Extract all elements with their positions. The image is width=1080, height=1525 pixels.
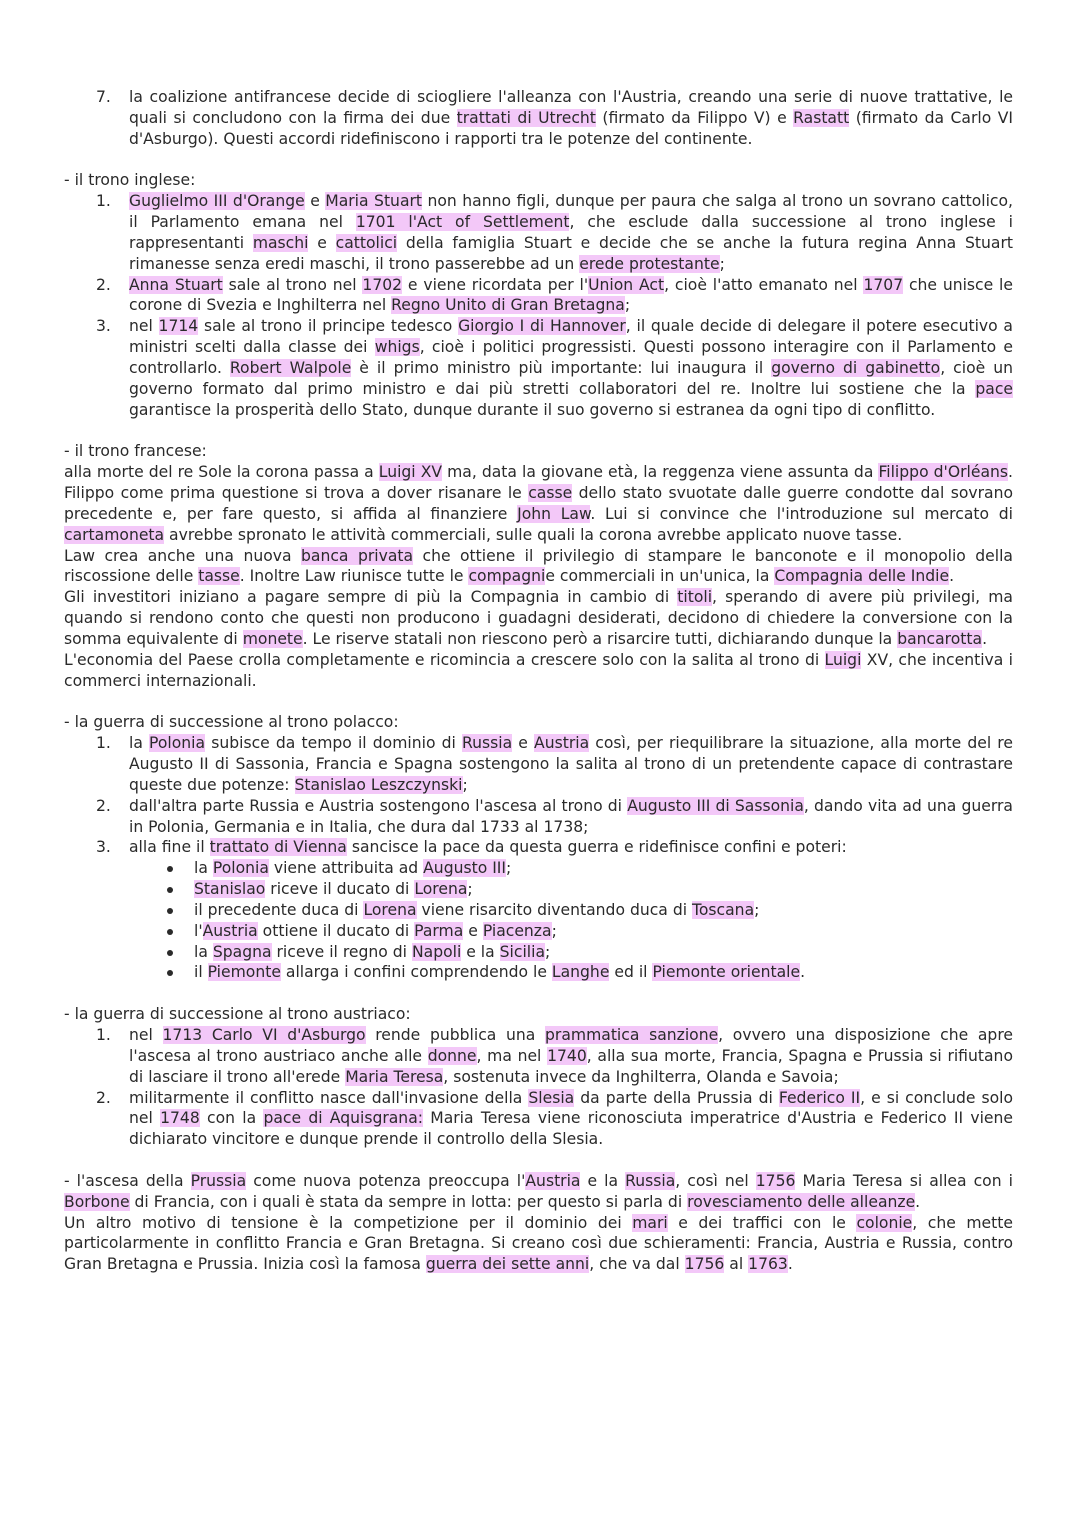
- text-run: , che va dal: [589, 1255, 685, 1274]
- text-run: Maria Teresa viene riconosciuta imperatrice d'Austria e Federico II viene dichiarato vincitore e dunque prende il controllo della Slesia.: [129, 1109, 1013, 1149]
- highlighted-term: guerra dei sette anni: [425, 1255, 590, 1274]
- text-run: Gli investitori iniziano a pagare sempre di più la Compagnia in cambio di: [64, 588, 678, 607]
- text-run: subisce da tempo il dominio di: [205, 734, 462, 753]
- text-run: Maria Teresa si allea con i: [795, 1171, 1013, 1190]
- numbered-list: [64, 733, 1013, 858]
- text-run: come nuova potenza preoccupa l': [246, 1171, 526, 1190]
- text-run: e commerciali in un'unica, la: [545, 567, 775, 586]
- highlighted-term: titoli: [677, 588, 713, 607]
- document-page: [64, 87, 1013, 1275]
- text-run: della famiglia Stuart e decide che se anche la futura regina Anna Stuart rimanesse senza eredi maschi, il trono passerebbe ad un: [129, 233, 1013, 273]
- numbered-item: [64, 1088, 1013, 1151]
- bullet-item: [64, 879, 1013, 900]
- text-run: e la: [580, 1171, 626, 1190]
- highlighted-term: rovesciamento delle alleanze: [687, 1192, 916, 1211]
- highlighted-term: pace: [975, 379, 1013, 398]
- highlighted-term: Parma: [414, 921, 464, 940]
- highlighted-term: Polonia: [149, 734, 206, 753]
- highlighted-term: Prussia: [190, 1171, 247, 1190]
- text-run: la coalizione antifrancese decide di sciogliere l'alleanza con l'Austria, creando una serie di nuove trattative, le quali si concludono con la firma dei due: [129, 88, 1013, 127]
- text-run: militarmente il conflitto nasce dall'invasione della: [129, 1088, 529, 1107]
- item-number: 2.: [96, 1088, 111, 1107]
- paragraph: [64, 546, 1013, 588]
- highlighted-term: erede protestante: [579, 254, 720, 273]
- highlighted-term: monete: [242, 629, 303, 648]
- bullet-item: [64, 962, 1013, 983]
- item-number: 1.: [96, 734, 111, 753]
- highlighted-term: Rastatt: [793, 108, 850, 127]
- text-run: nel: [129, 317, 159, 336]
- section-gap: [64, 1150, 1013, 1171]
- highlighted-term: 1748: [160, 1109, 200, 1128]
- numbered-item: [64, 1025, 1013, 1088]
- highlighted-term: Sicilia: [499, 942, 546, 961]
- section-title: - il trono francese:: [64, 442, 207, 461]
- text-run: e: [512, 734, 535, 753]
- section-gap: [64, 150, 1013, 171]
- text-run: ottiene il ducato di: [257, 921, 415, 940]
- text-run: ;: [719, 254, 725, 273]
- text-run: ;: [545, 942, 551, 961]
- text-run: , ma nel: [476, 1046, 548, 1065]
- item-number: 1.: [96, 1025, 111, 1044]
- paragraph: [64, 462, 1013, 545]
- item-number: 3.: [96, 838, 111, 857]
- highlighted-term: Anna Stuart: [129, 275, 223, 294]
- highlighted-term: Regno Unito di Gran Bretagna: [391, 296, 625, 315]
- text-run: che unisce le corone di Svezia e Inghilterra nel: [129, 275, 1013, 315]
- highlighted-term: Napoli: [411, 942, 462, 961]
- section: [64, 1171, 1013, 1275]
- text-run: , e si conclude solo nel: [129, 1088, 1014, 1128]
- bullet-list: [64, 858, 1013, 983]
- highlighted-term: Maria Stuart: [325, 192, 423, 211]
- text-run: da parte della Prussia di: [574, 1088, 779, 1107]
- highlighted-term: Toscana: [692, 900, 755, 919]
- highlighted-term: 1707: [863, 275, 904, 294]
- highlighted-term: Augusto III: [423, 859, 507, 878]
- section-title: - il trono inglese:: [64, 171, 196, 190]
- highlighted-term: cattolici: [335, 233, 398, 252]
- continued-list: [64, 87, 1013, 150]
- text-run: ed il: [609, 963, 653, 982]
- highlighted-term: Stanislao: [194, 880, 266, 899]
- highlighted-term: Lorena: [363, 900, 417, 919]
- text-run: Un altro motivo di tensione è la competizione per il dominio dei: [64, 1213, 633, 1232]
- text-run: e: [463, 921, 483, 940]
- highlighted-term: 1756: [684, 1255, 725, 1274]
- highlighted-term: Russia: [625, 1171, 676, 1190]
- highlighted-term: prammatica sanzione: [545, 1025, 719, 1044]
- text-run: , che esclude dalla successione al trono inglese i rappresentanti: [129, 213, 1013, 252]
- text-run: ma, data la giovane età, la reggenza viene assunta da: [442, 463, 879, 482]
- numbered-item: [64, 796, 1013, 838]
- highlighted-term: 1740: [547, 1046, 587, 1065]
- paragraph: [64, 1213, 1013, 1276]
- item-number: 2.: [96, 275, 111, 294]
- text-run: Law crea anche una nuova: [64, 546, 302, 565]
- text-run: ;: [551, 921, 557, 940]
- highlighted-term: tasse: [198, 567, 240, 586]
- text-run: riceve il regno di: [271, 942, 412, 961]
- highlighted-term: 1701 l'Act of Settlement: [355, 213, 570, 232]
- numbered-item: [64, 837, 1013, 858]
- text-run: dello stato svuotate dalle guerre condotte dal sovrano precedente e, per fare questo, si affida al finanziere: [64, 484, 1013, 523]
- section-gap: [64, 691, 1013, 712]
- highlighted-term: John Law: [517, 504, 591, 523]
- highlighted-term: banca privata: [301, 546, 414, 565]
- text-run: alla morte del re Sole la corona passa a: [64, 463, 379, 482]
- highlighted-term: Augusto III di Sassonia: [627, 796, 804, 815]
- text-run: il: [194, 963, 208, 982]
- text-run: e viene ricordata per l': [402, 275, 589, 294]
- text-run: (firmato da Carlo VI d'Asburgo). Questi accordi ridefiniscono i rapporti tra le potenze del continente.: [129, 108, 1013, 148]
- text-run: alla fine il: [129, 838, 210, 857]
- numbered-item: [64, 191, 1013, 274]
- text-run: e: [304, 192, 326, 211]
- section-title: - la guerra di successione al trono austriaco:: [64, 1005, 411, 1024]
- text-run: , ovvero una disposizione che apre l'ascesa al trono austriaco anche alle: [129, 1025, 1013, 1065]
- text-run: la: [129, 734, 150, 753]
- text-run: , il quale decide di delegare il potere esecutivo a ministri scelti dalla classe dei: [129, 317, 1013, 357]
- highlighted-term: Luigi: [824, 650, 862, 669]
- highlighted-term: Austria: [525, 1171, 581, 1190]
- section: [64, 712, 1013, 983]
- text-run: l': [194, 921, 203, 940]
- highlighted-term: Federico II: [778, 1088, 861, 1107]
- highlighted-term: Maria Teresa: [345, 1067, 444, 1086]
- text-run: ;: [462, 775, 468, 794]
- text-run: . Inoltre Law riunisce tutte le: [239, 567, 469, 586]
- highlighted-term: Borbone: [64, 1192, 130, 1211]
- text-run: sale al trono nel: [222, 275, 363, 294]
- text-run: è il primo ministro più importante: lui inaugura il: [351, 358, 772, 377]
- highlighted-term: 1763: [748, 1255, 788, 1274]
- text-run: con la: [199, 1109, 264, 1128]
- text-run: la: [194, 859, 213, 878]
- item-number: 7.: [96, 88, 111, 106]
- highlighted-term: governo di gabinetto: [771, 358, 941, 377]
- text-run: sancisce la pace da questa guerra e ridefinisce confini e poteri:: [346, 838, 847, 857]
- text-run: riceve il ducato di: [265, 880, 415, 899]
- bullet-item: [64, 921, 1013, 942]
- highlighted-term: Slesia: [528, 1088, 575, 1107]
- text-run: (firmato da Filippo V) e: [595, 108, 794, 127]
- section-gap: [64, 983, 1013, 1004]
- text-run: , cioè i politici progressisti. Questi possono interagire con il Parlamento e controllarlo.: [129, 338, 1013, 377]
- highlighted-term: Austria: [202, 921, 258, 940]
- text-run: L'economia del Paese crolla completamente e ricomincia a crescere solo con la salita al trono di: [64, 650, 825, 669]
- section-gap: [64, 421, 1013, 442]
- highlighted-term: Langhe: [551, 963, 610, 982]
- item-number: 3.: [96, 317, 111, 336]
- highlighted-term: Filippo d'Orléans: [878, 463, 1009, 482]
- text-run: non hanno figli, dunque per paura che salga al trono un sovrano cattolico, il Parlamento emana nel: [129, 192, 1013, 232]
- text-run: .: [982, 629, 988, 648]
- bullet-item: [64, 858, 1013, 879]
- section: [64, 1004, 1013, 1150]
- highlighted-term: whigs: [374, 338, 420, 357]
- text-run: garantisce la prosperità dello Stato, dunque durante il suo governo si estranea da ogni tipo di conflitto.: [129, 400, 936, 419]
- text-run: ;: [624, 296, 631, 315]
- highlighted-term: Spagna: [212, 942, 272, 961]
- highlighted-term: casse: [528, 484, 573, 503]
- text-run: .: [915, 1192, 921, 1211]
- highlighted-term: 1714: [158, 317, 199, 336]
- highlighted-term: Piemonte orientale: [652, 963, 801, 982]
- highlighted-term: compagni: [468, 567, 546, 586]
- text-run: . Lui si convince che l'introduzione sul mercato di: [590, 504, 1014, 523]
- text-run: , cioè l'atto emanato nel: [664, 275, 864, 294]
- text-run: ;: [467, 880, 473, 899]
- highlighted-term: maschi: [252, 233, 309, 252]
- text-run: che ottiene il privilegio di stampare le banconote e il monopolio della riscossione delle: [64, 546, 1013, 586]
- text-run: .: [949, 567, 955, 586]
- text-run: , dando vita ad una guerra in Polonia, Germania e in Italia, che dura dal 1733 al 1738;: [129, 796, 1013, 836]
- highlighted-term: Compagnia delle Indie: [774, 567, 950, 586]
- text-run: . Filippo come prima questione si trova a dover risanare le: [64, 463, 1013, 503]
- highlighted-term: 1713 Carlo VI d'Asburgo: [162, 1025, 366, 1044]
- text-run: viene attribuita ad: [268, 859, 424, 878]
- numbered-item: [64, 733, 1013, 796]
- highlighted-term: Lorena: [414, 880, 468, 899]
- highlighted-term: trattati di Utrecht: [456, 108, 596, 127]
- highlighted-term: Union Act: [588, 275, 665, 294]
- text-run: rende pubblica una: [365, 1025, 546, 1044]
- numbered-item: [64, 316, 1013, 420]
- section: [64, 441, 1013, 691]
- section: [64, 170, 1013, 420]
- text-run: , cioè un governo formato dal primo ministro e dai più stretti collaboratori del re. Inoltre lui sostiene che la: [129, 358, 1013, 398]
- highlighted-term: Stanislao Leszczynski: [294, 775, 463, 794]
- text-run: viene risarcito diventando duca di: [416, 900, 693, 919]
- highlighted-term: Austria: [534, 734, 590, 753]
- highlighted-term: Robert Walpole: [229, 358, 352, 377]
- text-run: , così nel: [675, 1171, 756, 1190]
- highlighted-term: cartamoneta: [64, 525, 165, 544]
- item-number: 1.: [96, 192, 111, 211]
- highlighted-term: colonie: [856, 1213, 913, 1232]
- highlighted-term: trattato di Vienna: [209, 838, 347, 857]
- highlighted-term: pace di Aquisgrana:: [263, 1109, 423, 1128]
- numbered-list: [64, 1025, 1013, 1150]
- highlighted-term: bancarotta: [897, 629, 983, 648]
- text-run: e: [308, 233, 336, 252]
- text-run: , sperando di avere più privilegi, ma quando si rendono conto che questi non producono i guadagni desiderati, decidono di chiedere la conversione con la somma equivalente di: [64, 588, 1013, 648]
- item-number: 2.: [96, 796, 111, 815]
- paragraph: [64, 1171, 1013, 1213]
- text-run: ;: [506, 859, 512, 878]
- text-run: .: [787, 1255, 793, 1274]
- text-run: ;: [754, 900, 760, 919]
- text-run: , alla sua morte, Francia, Spagna e Prussia si rifiutano di lasciare il trono all'erede: [129, 1046, 1013, 1086]
- text-run: allarga i confini comprendendo le: [280, 963, 552, 982]
- highlighted-term: Giorgio I di Hannover: [458, 317, 626, 336]
- text-run: nel: [129, 1025, 163, 1044]
- paragraph: [64, 650, 1013, 692]
- numbered-list: [64, 191, 1013, 420]
- section-title: - la guerra di successione al trono polacco:: [64, 713, 399, 732]
- text-run: , sostenuta invece da Inghilterra, Olanda e Savoia;: [443, 1067, 839, 1086]
- text-run: al: [724, 1255, 749, 1274]
- highlighted-term: Luigi XV: [378, 463, 443, 482]
- numbered-item: [64, 87, 1013, 150]
- highlighted-term: Polonia: [212, 859, 269, 878]
- text-run: la: [194, 942, 213, 961]
- text-run: , che mette particolarmente in conflitto Francia e Gran Bretagna. Si creano così due schieramenti: Francia, Austria e Russia, contro Gran Bretagna e Prussia. Inizia così la famosa: [64, 1213, 1013, 1274]
- bullet-item: [64, 900, 1013, 921]
- text-run: sale al trono il principe tedesco: [198, 317, 459, 336]
- text-run: avrebbe spronato le attività commerciali, sulle quali la corona avrebbe applicato nuove tasse.: [164, 525, 903, 544]
- bullet-item: [64, 942, 1013, 963]
- highlighted-term: 1756: [755, 1171, 796, 1190]
- highlighted-term: Piacenza: [482, 921, 552, 940]
- text-run: .: [800, 963, 806, 982]
- text-run: e dei traffici con le: [667, 1213, 857, 1232]
- text-run: e la: [461, 942, 500, 961]
- highlighted-term: mari: [632, 1213, 668, 1232]
- highlighted-term: donne: [427, 1046, 477, 1065]
- text-run: così, per riequilibrare la situazione, alla morte del re Augusto II di Sassonia, Francia e Spagna sostengono la salita al trono di un pretendente capace di contrastare queste due potenze:: [129, 734, 1013, 794]
- text-run: . Le riserve statali non riescono però a risarcire tutti, dichiarando dunque la: [302, 629, 898, 648]
- highlighted-term: Guglielmo III d'Orange: [129, 192, 305, 211]
- paragraph: [64, 587, 1013, 650]
- text-run: XV, che incentiva i commerci internazionali.: [64, 650, 1014, 690]
- text-run: il precedente duca di: [194, 900, 364, 919]
- text-run: dall'altra parte Russia e Austria sostengono l'ascesa al trono di: [129, 796, 628, 815]
- highlighted-term: 1702: [362, 275, 403, 294]
- numbered-item: [64, 275, 1013, 317]
- text-run: di Francia, con i quali è stata da sempre in lotta: per questo si parla di: [129, 1192, 688, 1211]
- highlighted-term: Russia: [462, 734, 513, 753]
- highlighted-term: Piemonte: [207, 963, 281, 982]
- text-run: - l'ascesa della: [64, 1171, 191, 1190]
